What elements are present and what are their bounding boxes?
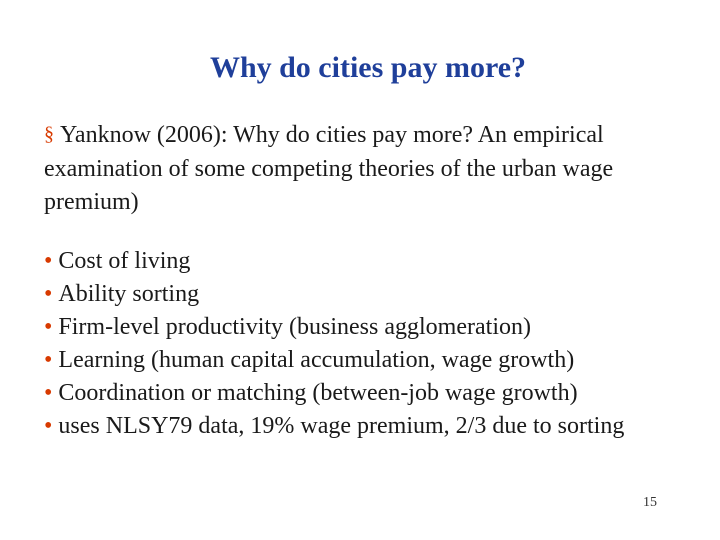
- list-item-text: Ability sorting: [58, 281, 200, 307]
- bullet-dot-icon: •: [44, 413, 53, 439]
- bullet-dot-icon: •: [44, 380, 53, 406]
- slide-title: Why do cities pay more?: [209, 51, 527, 84]
- list-item-text: uses NLSY79 data, 19% wage premium, 2/3 due to sorting: [58, 413, 625, 439]
- intro-text: Yanknow (2006): Why do cities pay more? An empirical examination of some competing theories of the urban wage premium): [44, 122, 614, 215]
- list-item: [44, 245, 694, 278]
- bullet-dot-icon: •: [44, 281, 53, 307]
- list-item: [44, 278, 694, 311]
- bullet-list: [44, 245, 694, 443]
- list-item-text: Cost of living: [58, 248, 191, 274]
- list-item: [44, 410, 694, 443]
- list-item: [44, 311, 694, 344]
- page-number: 15: [643, 495, 657, 510]
- bullet-dot-icon: •: [44, 347, 53, 373]
- square-bullet-icon: §: [44, 123, 54, 145]
- list-item: [44, 344, 694, 377]
- bullet-dot-icon: •: [44, 314, 53, 340]
- list-item-text: Firm-level productivity (business agglomeration): [58, 314, 531, 340]
- list-item: [44, 377, 694, 410]
- intro-paragraph: [44, 119, 694, 219]
- bullet-dot-icon: •: [44, 248, 53, 274]
- list-item-text: Coordination or matching (between-job wage growth): [58, 380, 578, 406]
- list-item-text: Learning (human capital accumulation, wage growth): [58, 347, 575, 373]
